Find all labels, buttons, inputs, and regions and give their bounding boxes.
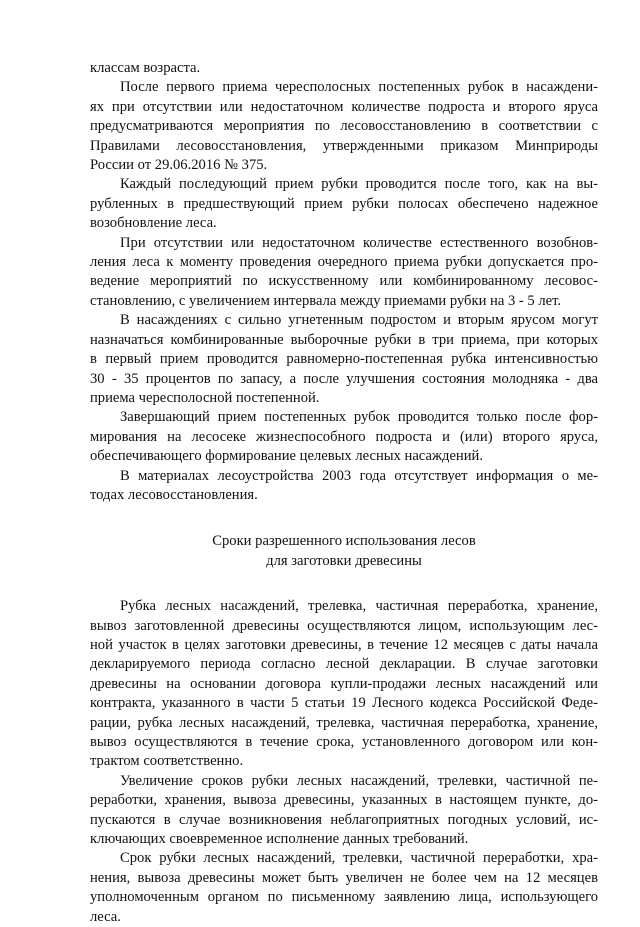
paragraph bbox=[90, 59, 598, 78]
text-line: В материалах лесоустройства 2003 года отсутствует информация о ме- bbox=[120, 467, 598, 484]
paragraph bbox=[90, 311, 598, 408]
text-line: Завершающий прием постепенных рубок проводится только после фор- bbox=[120, 409, 598, 426]
heading-line-2: для заготовки древесины bbox=[266, 552, 422, 569]
text-line: Правилами лесовосстановления, утвержденными приказом Минприроды bbox=[90, 137, 598, 154]
text-line: пускаются в случае возникновения неблагоприятных погодных условий, ис- bbox=[90, 811, 598, 828]
text-line: ключающих своевременное исполнение данных требований. bbox=[90, 831, 469, 848]
section-heading bbox=[90, 532, 598, 571]
text-line: тодах лесовосстановления. bbox=[90, 486, 258, 503]
heading-line-1: Сроки разрешенного использования лесов bbox=[212, 533, 476, 550]
text-line: возобновление леса. bbox=[90, 215, 217, 232]
text-line: Рубка лесных насаждений, трелевка, частичная переработка, хранение, bbox=[120, 598, 598, 615]
text-line: вывоз заготовленной древесины осуществляются лицом, использующим лес- bbox=[90, 617, 598, 634]
text-line: контракта, указанного в части 5 статьи 19 Лесного кодекса Российской Феде- bbox=[90, 695, 598, 712]
body-text-bottom bbox=[90, 597, 598, 927]
text-line: 30 - 35 процентов по запасу, а после улучшения состояния молодняка - два bbox=[90, 370, 598, 387]
text-line: При отсутствии или недостаточном количестве естественного возобнов- bbox=[120, 234, 598, 251]
text-line: мирования на лесосеке жизнеспособного подроста и (или) второго яруса, bbox=[90, 428, 598, 445]
paragraph bbox=[90, 234, 598, 312]
text-line: Увеличение сроков рубки лесных насаждений, трелевки, частичной пе- bbox=[120, 772, 598, 789]
text-line: приема чересполосной постепенной. bbox=[90, 389, 320, 406]
body-text-top bbox=[90, 59, 598, 505]
text-line: России от 29.06.2016 № 375. bbox=[90, 157, 268, 174]
text-line: ления леса к моменту проведения очередного приема рубки допускается про- bbox=[90, 254, 598, 271]
text-line: назначаться комбинированные выборочные рубки в три приема, при которых bbox=[90, 331, 598, 348]
paragraph bbox=[90, 175, 598, 233]
text-line: рубленных в предшествующий прием рубки полосах обеспечено надежное bbox=[90, 195, 598, 212]
text-line: вывоз осуществляются в течение срока, установленного договором или кон- bbox=[90, 734, 598, 750]
text-line: уполномоченным органом по письменному заявлению лица, использующего bbox=[90, 889, 598, 906]
paragraph bbox=[90, 78, 598, 175]
paragraph bbox=[90, 772, 598, 850]
text-line: становлению, с увеличением интервала между приемами рубки на 3 - 5 лет. bbox=[90, 292, 562, 309]
paragraph bbox=[90, 467, 598, 506]
text-line: ной участок в целях заготовки древесины, в течение 12 месяцев с даты начала bbox=[90, 636, 598, 653]
text-line: В насаждениях с сильно угнетенным подростом и вторым ярусом могут bbox=[120, 312, 598, 329]
text-line: реработки, хранения, вывоза древесины, указанных в настоящем пункте, до- bbox=[90, 792, 598, 809]
text-line: Срок рубки лесных насаждений, трелевки, частичной переработки, хра- bbox=[120, 850, 598, 867]
text-line: трактом соответственно. bbox=[90, 753, 244, 770]
text-line: обеспечивающего формирование целевых лесных насаждений. bbox=[90, 448, 484, 465]
text-line: в первый прием проводится равномерно-постепенная рубка интенсивностью bbox=[90, 351, 598, 368]
paragraph bbox=[90, 597, 598, 772]
text-line: рации, рубка лесных насаждений, трелевка, частичная переработка, хранение, bbox=[90, 714, 598, 731]
paragraph bbox=[90, 849, 598, 927]
text-line: древесины на основании договора купли-продажи лесных насаждений или bbox=[90, 675, 598, 692]
paragraph bbox=[90, 408, 598, 466]
text-line: декларируемого периода согласно лесной декларации. В случае заготовки bbox=[90, 656, 598, 673]
text-line: ведение мероприятий по искусственному или комбинированному лесовос- bbox=[90, 273, 598, 290]
text-line: нения, вывоза древесины может быть увеличен не более чем на 12 месяцев bbox=[90, 869, 598, 886]
text-line: классам возраста. bbox=[90, 60, 201, 76]
text-line: ях при отсутствии или недостаточном количестве подроста и второго яруса bbox=[90, 98, 598, 115]
text-line: предусматриваются мероприятия по лесовосстановлению в соответствии с bbox=[90, 118, 598, 135]
text-line: Каждый последующий прием рубки проводится после того, как на вы- bbox=[120, 176, 598, 193]
text-line: После первого приема чересполосных постепенных рубок в насаждени- bbox=[120, 79, 598, 96]
text-line: леса. bbox=[90, 908, 121, 925]
